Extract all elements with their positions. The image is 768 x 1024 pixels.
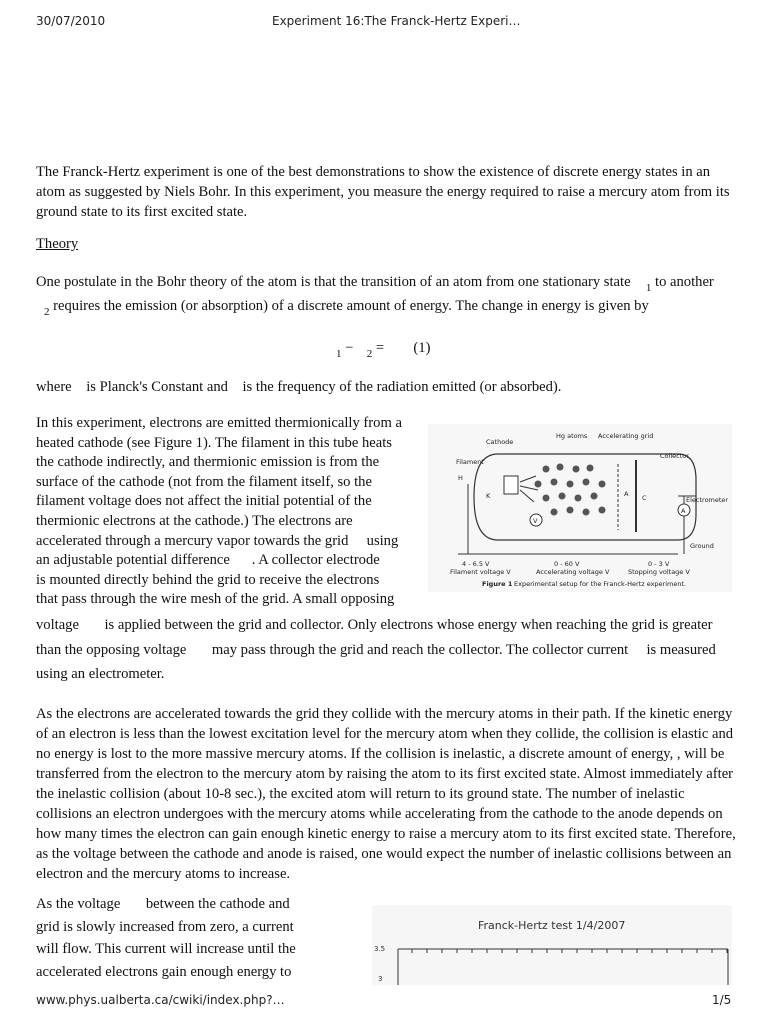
cathode-block (504, 476, 518, 494)
label-range-3: 0 - 3 V (648, 560, 670, 568)
header-title: Experiment 16:The Franck-Hertz Experi… (272, 14, 521, 28)
label-a: A (624, 490, 629, 498)
footer-page: 1/5 (712, 993, 732, 1007)
experiment-line: that pass through the wire mesh of the grid. A small opposing (36, 591, 395, 608)
label-hg-atoms: Hg atoms (556, 432, 588, 440)
voltage-increase-line: grid is slowly increased from zero, a current (36, 918, 294, 935)
postulate-line-1 (36, 274, 714, 294)
postulate-text-2: requires the emission (or absorption) of a discrete amount of energy. The change in energy is given by (53, 298, 649, 314)
label-accelerating-voltage: Accelerating voltage V (536, 568, 610, 576)
postulate-subscript-1: 1 (645, 282, 652, 294)
experiment-line: accelerated through a mercury vapor towards the grid using (36, 532, 399, 549)
label-stopping-voltage: Stopping voltage V (628, 568, 690, 576)
figure-1-setup-diagram (428, 424, 732, 592)
label-ground: Ground (690, 542, 714, 550)
voltage-line: using an electrometer. (36, 666, 165, 682)
experiment-line: is mounted directly behind the grid to receive the electrons (36, 571, 380, 588)
experiment-line: thermionic electrons at the cathode.) The electrons are (36, 513, 353, 529)
experiment-line: the cathode indirectly, and thermionic emission is from the (36, 454, 380, 471)
label-filament: Filament (456, 458, 484, 466)
graph-title: Franck-Hertz test 1/4/2007 (478, 919, 626, 932)
graph-y-tick-next: 3 (378, 975, 383, 983)
where-line: where is Planck's Constant and is the frequency of the radiation emitted (or absorbed). (36, 379, 562, 395)
theory-heading: Theory (36, 236, 79, 252)
label-electrometer: Electrometer (686, 496, 729, 504)
label-ammeter-a: A (681, 507, 686, 515)
graph-y-tick-top: 3.5 (374, 945, 386, 953)
postulate-text-1-end: to another (655, 274, 714, 290)
equation-number: (1) (413, 340, 431, 356)
postulate-line-2 (36, 298, 649, 318)
experiment-line: an adjustable potential difference . A collector electrode (36, 552, 380, 569)
accelerated-paragraph: As the electrons are accelerated towards the grid they collide with the mercury atoms in their path. If the kinetic energy of an electron is less than the lowest excitation level for the mercury atom when they collide, the collision is elastic and no energy is lost to the more massive mercury atoms. If the collision is inelastic, a discrete amount of energy, , will be transferred from the electron to the mercury atom by raising the atom to its first excited state. Almost immediately after the inelastic collision (about 10-8 sec.), the excited atom will return to its ground state. The number of inelastic collisions an electron undergoes with the mercury atoms while accelerating from the cathode to the anode depends on how many times the electron can gain enough kinetic energy to raise a mercury atom to its first excited state. Therefore, as the voltage between the cathode and anode is raised, one would expect the number of inelastic collisions between an electron and the mercury atoms to increase. (36, 706, 736, 882)
equation-minus: − (345, 340, 354, 356)
equation-1 (336, 340, 431, 360)
voltage-increase-line: accelerated electrons gain enough energy to (36, 963, 292, 980)
footer-url: www.phys.ualberta.ca/cwiki/index.php?… (36, 993, 285, 1007)
label-collector: Collector (660, 452, 689, 460)
experiment-line: surface of the cathode (not from the filament itself, so the (36, 473, 372, 490)
voltage-increase-line: As the voltage between the cathode and (36, 896, 290, 912)
label-k: K (486, 492, 491, 500)
experiment-line: heated cathode (see Figure 1). The filament in this tube heats (36, 434, 392, 451)
voltage-increase-line: will flow. This current will increase until the (36, 941, 296, 957)
label-c: C (642, 494, 647, 502)
intro-paragraph: The Franck-Hertz experiment is one of the best demonstrations to show the existence of discrete energy states in an atom as suggested by Niels Bohr. In this experiment, you measure the energy required to raise a mercury atom from its ground state to its first excited state. (36, 164, 730, 220)
label-h: H (458, 474, 463, 482)
experiment-line: filament voltage does not affect the initial potential of the (36, 493, 372, 510)
figure-1-caption: Experimental setup for the Franck-Hertz experiment. (514, 580, 687, 588)
equation-subscript-1: 1 (336, 348, 342, 360)
label-accelerating-grid: Accelerating grid (598, 432, 654, 440)
figure-1-caption-label: Figure 1 (482, 580, 513, 588)
postulate-text-1: One postulate in the Bohr theory of the atom is that the transition of an atom from one stationary state (36, 274, 631, 290)
voltage-line: than the opposing voltage may pass through the grid and reach the collector. The collector current is measured (36, 641, 716, 658)
header-date: 30/07/2010 (36, 14, 106, 28)
equation-subscript-2: 2 (366, 348, 373, 360)
label-range-1: 4 - 6.5 V (462, 560, 490, 568)
equation-equals: = (375, 340, 385, 356)
label-cathode: Cathode (486, 438, 514, 446)
experiment-line: In this experiment, electrons are emitted thermionically from a (36, 415, 402, 431)
postulate-subscript-2: 2 (44, 306, 50, 318)
franck-hertz-graph (372, 905, 732, 985)
voltage-line: voltage is applied between the grid and collector. Only electrons whose energy when reaching the grid is greater (36, 617, 713, 633)
label-voltmeter-v: V (533, 517, 538, 525)
label-filament-voltage: Filament voltage V (450, 568, 511, 576)
label-range-2: 0 - 60 V (554, 560, 580, 568)
